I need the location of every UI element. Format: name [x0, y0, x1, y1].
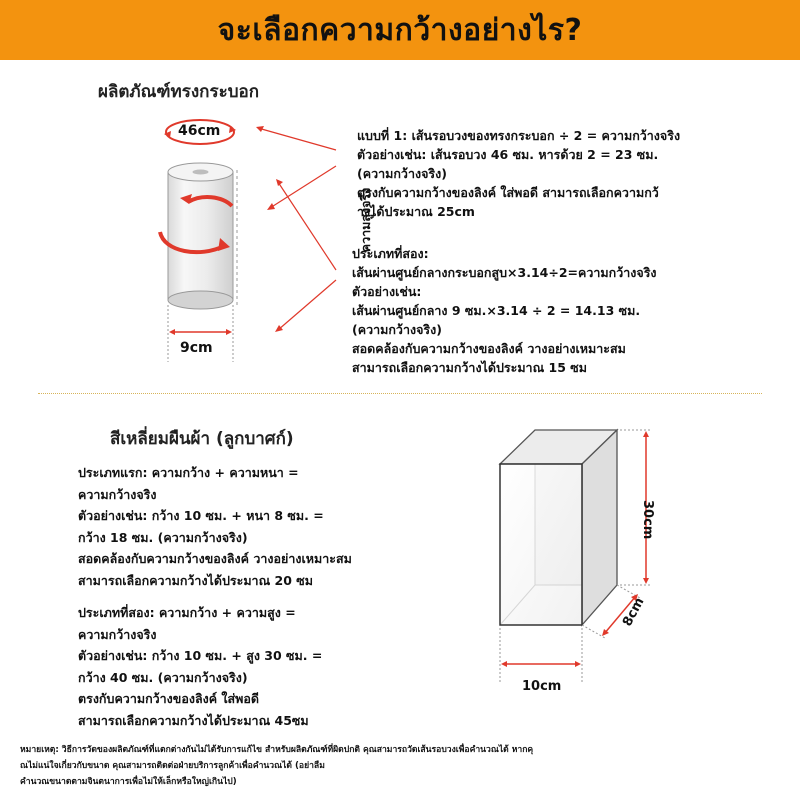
cuboid-width-dimension [500, 628, 582, 682]
cylinder-method2-text [352, 244, 657, 377]
cylinder-method1-text [357, 126, 680, 221]
text-line: ประเภทที่สอง: ความกว้าง + ความสูง = [78, 605, 296, 620]
cuboid-shape [500, 430, 617, 625]
text-line: กว้าง 40 ซม. (ความกว้างจริง) [78, 669, 248, 685]
cylinder-height-label: ความสูงจริง [358, 187, 373, 253]
cube-section-title: สีเหลี่ยมผืนผ้า (ลูกบาศก์) [110, 429, 294, 449]
note-line: ณไม่แน่ใจเกี่ยวกับขนาด คุณสามารถติดต่อฝ่ายบริการลูกค้าเพื่อคำนวณได้ (อย่าลืม [20, 761, 325, 771]
text-line: สามารถเลือกความกว้างได้ประมาณ 20 ซม [78, 572, 313, 588]
text-line: กว้าง 18 ซม. (ความกว้างจริง) [78, 529, 248, 545]
text-line: ตัวอย่างเช่น: เส้นรอบวง 46 ซม. หารด้วย 2 = 23 ซม. [357, 147, 659, 162]
text-line: ประเภทแรก: ความกว้าง + ความหนา = [78, 465, 299, 480]
text-line: ความกว้างจริง [78, 626, 157, 642]
circumference-label: 46cm [178, 123, 221, 139]
section-divider [38, 393, 762, 394]
text-line: (ความกว้างจริง) [352, 322, 442, 337]
text-line: ตรงกับความกว้างของลิงค์ ใส่พอดี [78, 691, 260, 706]
text-line: เส้นผ่านศูนย์กลางกระบอกสูบ×3.14÷2=ความกว้างจริง [352, 265, 657, 280]
cube-type2-text [78, 602, 322, 731]
text-line: (ความกว้างจริง) [357, 166, 447, 181]
note-line: คำนวณขนาดตามจินตนาการเพื่อไม่ให้เล็กหรือใหญ่เกินไป) [20, 777, 237, 787]
header-banner [0, 0, 800, 60]
text-line: ตัวอย่างเช่น: [352, 284, 422, 299]
cylinder-section-title: ผลิตภัณฑ์ทรงกระบอก [98, 82, 259, 102]
page-title: จะเลือกความกว้างอย่างไร? [217, 12, 583, 48]
text-line: สอดคล้องกับความกว้างของลิงค์ วางอย่างเหมาะสม [78, 551, 352, 566]
text-line: ประเภทที่สอง: [352, 246, 429, 261]
text-line: ตรงกับความกว้างของลิงค์ ใส่พอดี สามารถเลือกความกว้ [357, 185, 659, 200]
text-line: ตัวอย่างเช่น: กว้าง 10 ซม. + หนา 8 ซม. = [78, 508, 324, 523]
cuboid-width-label: 10cm [522, 679, 562, 694]
cuboid-diagram [490, 420, 690, 720]
text-line: างได้ประมาณ 25cm [357, 204, 475, 219]
text-line: ความกว้างจริง [78, 486, 157, 502]
text-line: สอดคล้องกับความกว้างของลิงค์ วางอย่างเหมาะสม [352, 341, 626, 356]
cylinder-shape [168, 163, 233, 309]
text-line: แบบที่ 1: เส้นรอบวงของทรงกระบอก ÷ 2 = ความกว้างจริง [357, 128, 681, 143]
cuboid-depth-label: 8cm [620, 595, 648, 630]
text-line: สามารถเลือกความกว้างได้ประมาณ 15 ซม [352, 360, 587, 375]
cube-type1-text [78, 462, 352, 591]
text-line: สามารถเลือกความกว้างได้ประมาณ 45ซม [78, 712, 309, 728]
diameter-label: 9cm [180, 340, 213, 356]
text-line: ตัวอย่างเช่น: กว้าง 10 ซม. + สูง 30 ซม. = [78, 648, 323, 663]
note-line: หมายเหตุ: วิธีการวัดของผลิตภัณฑ์ที่แตกต่างกันไม่ได้รับการแก้ไข สำหรับผลิตภัณฑ์ที่ผิดปกติ คุณสามารถวัดเส้นรอบวงเพื่อคำนวณได้ หากคุ [20, 745, 534, 755]
cuboid-height-label: 30cm [640, 500, 655, 540]
footer-note [20, 742, 533, 790]
text-line: เส้นผ่านศูนย์กลาง 9 ซม.×3.14 ÷ 2 = 14.13 ซม. [352, 303, 641, 318]
pointer-arrows [240, 100, 360, 350]
